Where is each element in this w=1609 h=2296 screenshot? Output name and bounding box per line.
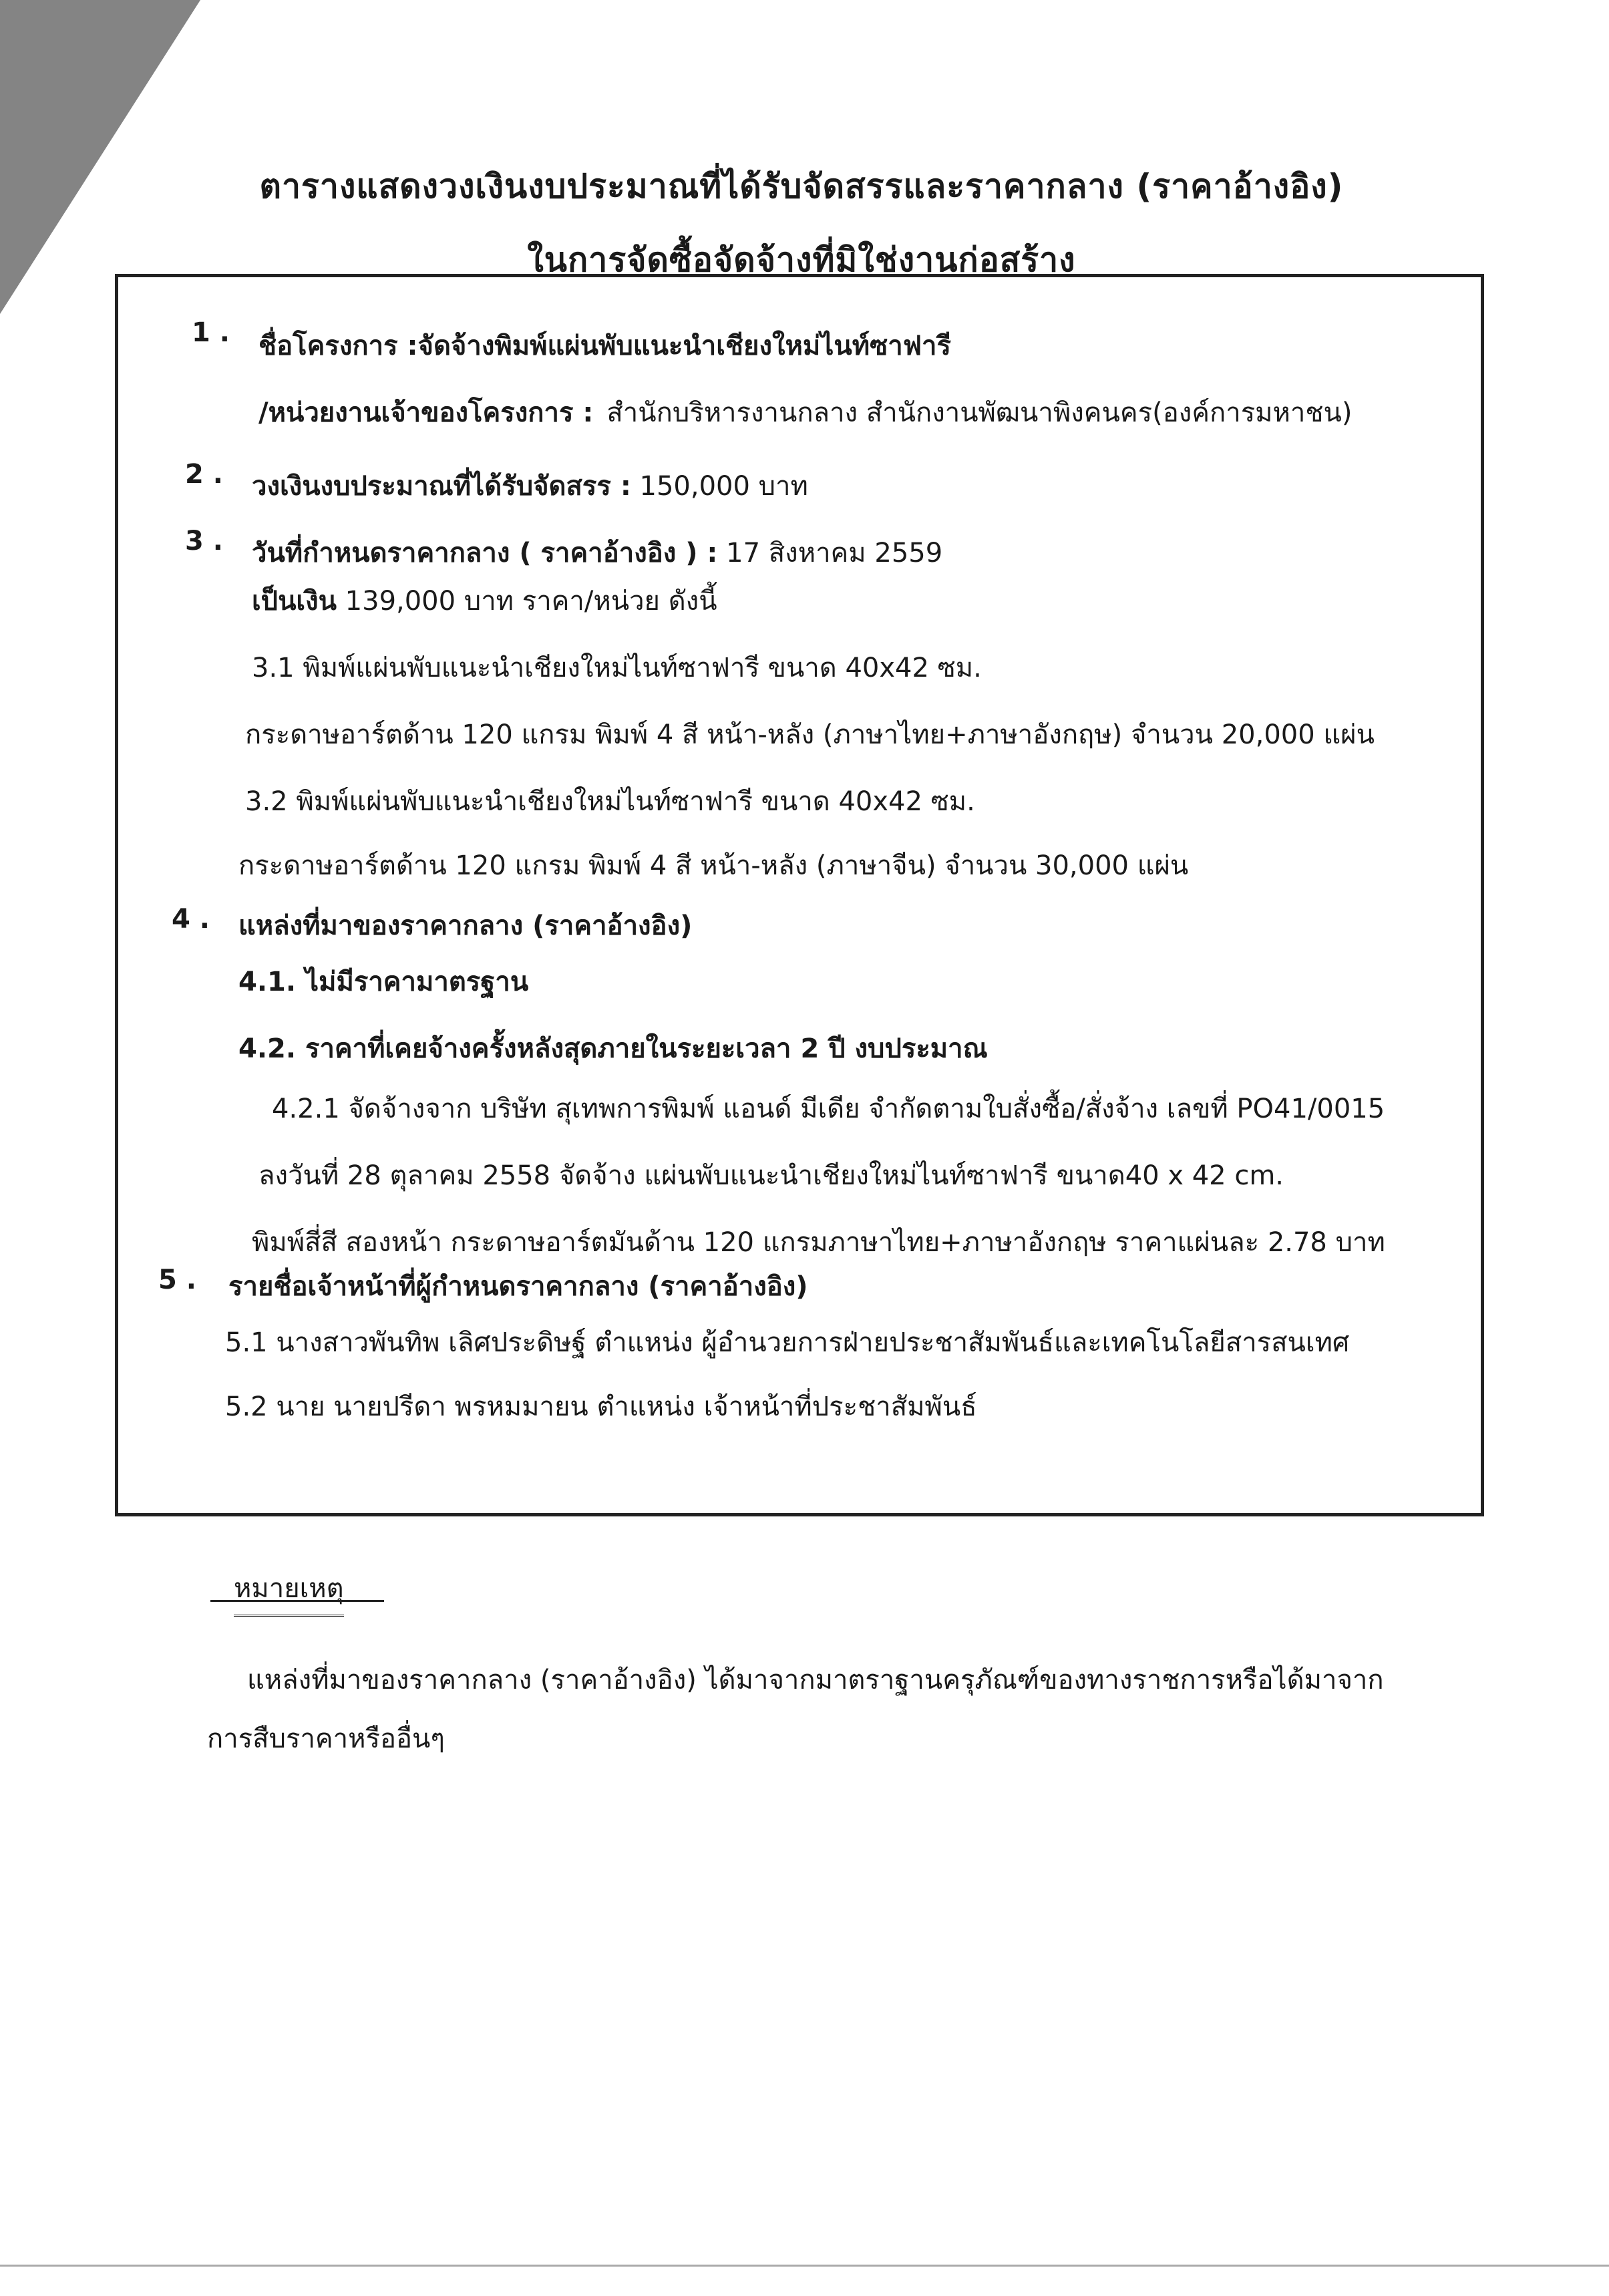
item-4-label: แหล่งที่มาของราคากลาง (ราคาอ้างอิง) [238, 911, 693, 941]
item-1-label: ชื่อโครงการ : [258, 331, 418, 361]
item-1-number: 1 . [192, 317, 230, 348]
item-3-amount-line [252, 585, 717, 618]
item-1-agency-label: /หน่วยงานเจ้าของโครงการ : [258, 397, 594, 428]
item-1-value: จัดจ้างพิมพ์แผ่นพับแนะนำเชียงใหม่ไนท์ซาฟารี [417, 331, 951, 361]
item-2-line [252, 470, 808, 503]
item-5-number: 5 . [158, 1265, 196, 1295]
item-1-agency-line [258, 396, 1352, 430]
scan-bottom-edge [0, 2265, 1609, 2267]
item-4-2: 4.2. ราคาที่เคยจ้างครั้งหลังสุดภายในระยะเวลา 2 ปี งบประมาณ [238, 1033, 988, 1064]
item-5-1: 5.1 นางสาวพันทิพ เลิศประดิษฐ์ ตำแหน่ง ผู้อำนวยการฝ่ายประชาสัมพันธ์และเทคโนโลยีสารสนเทศ [225, 1327, 1350, 1358]
note-heading: หมายเหตุ [234, 1567, 344, 1617]
item-3-1-line-b: กระดาษอาร์ตด้าน 120 แกรม พิมพ์ 4 สี หน้า-หลัง (ภาษาไทย+ภาษาอังกฤษ) จำนวน 20,000 แผ่น [245, 719, 1375, 750]
item-2-label: วงเงินงบประมาณที่ได้รับจัดสรร : [252, 471, 631, 502]
item-3-number: 3 . [185, 526, 223, 556]
item-5-label: รายชื่อเจ้าหน้าที่ผู้กำหนดราคากลาง (ราคาอ้างอิง) [228, 1271, 808, 1302]
item-3-1-line-a: 3.1 พิมพ์แผ่นพับแนะนำเชียงใหม่ไนท์ซาฟารี ขนาด 40x42 ซม. [252, 653, 982, 683]
item-4-2-1-line-a: 4.2.1 จัดจ้างจาก บริษัท สุเทพการพิมพ์ แอนด์ มีเดีย จำกัดตามใบสั่งซื้อ/สั่งจ้าง เลขที่ PO41/0015 [272, 1094, 1385, 1124]
item-3-line [252, 536, 942, 570]
item-5-2: 5.2 นาย นายปรีดา พรหมมายน ตำแหน่ง เจ้าหน้าที่ประชาสัมพันธ์ [225, 1391, 977, 1422]
item-4-1: 4.1. ไม่มีราคามาตรฐาน [238, 967, 529, 997]
item-3-amount-label: เป็นเงิน [252, 586, 337, 617]
note-line-2: การสืบราคาหรืออื่นๆ [207, 1724, 445, 1754]
item-3-value: 17 สิงหาคม 2559 [726, 538, 943, 568]
item-3-amount-value: 139,000 บาท ราคา/หน่วย ดังนี้ [345, 586, 717, 617]
note-line-1: แหล่งที่มาของราคากลาง (ราคาอ้างอิง) ได้มาจากมาตราฐานครุภัณฑ์ของทางราชการหรือได้มาจาก [247, 1665, 1384, 1695]
item-3-2-line-b: กระดาษอาร์ตด้าน 120 แกรม พิมพ์ 4 สี หน้า-หลัง (ภาษาจีน) จำนวน 30,000 แผ่น [238, 850, 1189, 881]
document-title-line2: ในการจัดซื้อจัดจ้างที่มิใช่งานก่อสร้าง [527, 240, 1076, 279]
item-2-value: 150,000 บาท [639, 471, 808, 502]
item-4-2-1-line-c: พิมพ์สี่สี สองหน้า กระดาษอาร์ตมันด้าน 120 แกรมภาษาไทย+ภาษาอังกฤษ ราคาแผ่นละ 2.78 บาท [252, 1227, 1385, 1258]
note-heading-underline [210, 1600, 384, 1602]
item-4-2-1-line-b: ลงวันที่ 28 ตุลาคม 2558 จัดจ้าง แผ่นพับแนะนำเชียงใหม่ไนท์ซาฟารี ขนาด40 x 42 cm. [258, 1160, 1284, 1191]
document-title-line1: ตารางแสดงวงเงินงบประมาณที่ได้รับจัดสรรและราคากลาง (ราคาอ้างอิง) [259, 167, 1344, 206]
item-3-2-line-a: 3.2 พิมพ์แผ่นพับแนะนำเชียงใหม่ไนท์ซาฟารี ขนาด 40x42 ซม. [245, 786, 975, 817]
item-3-label: วันที่กำหนดราคากลาง ( ราคาอ้างอิง ) : [252, 538, 718, 568]
item-2-number: 2 . [185, 459, 223, 490]
item-4-number: 4 . [172, 904, 210, 935]
item-1-agency-value: สำนักบริหารงานกลาง สำนักงานพัฒนาพิงคนคร(องค์การมหาชน) [606, 397, 1353, 428]
content-box [115, 274, 1484, 1516]
item-1-line [258, 329, 951, 363]
